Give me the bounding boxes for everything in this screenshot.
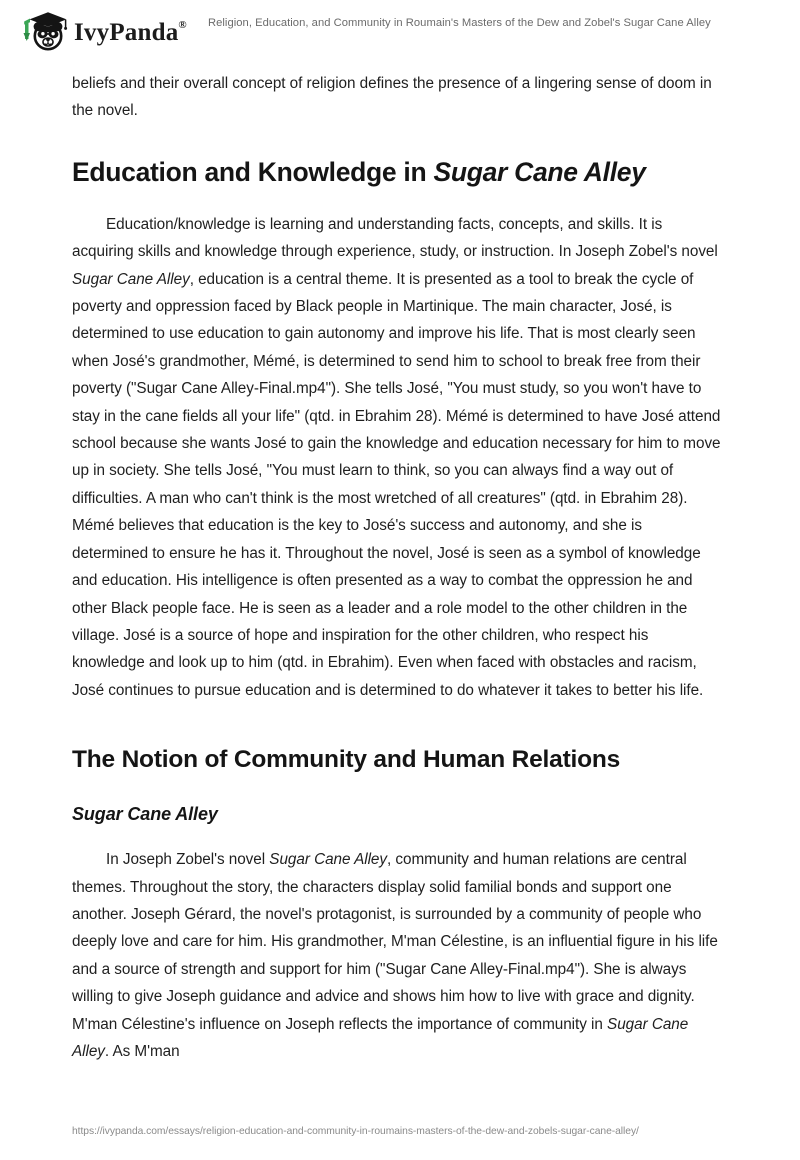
page-footer — [0, 1120, 800, 1160]
paragraph-education-italic1: Sugar Cane Alley — [72, 270, 190, 288]
paragraph-community-italic2: Sugar Cane Alley — [72, 1015, 689, 1060]
running-header-title: Religion, Education, and Community in Roumain's Masters of the Dew and Zobel's Sugar Cane Alley — [208, 17, 711, 29]
registered-mark: ® — [178, 19, 187, 32]
logo-wordmark — [74, 20, 187, 45]
spacer — [72, 704, 722, 740]
spacer — [72, 189, 722, 211]
paragraph-community-seg1: In Joseph Zobel's novel — [106, 851, 270, 869]
paragraph-community — [72, 846, 722, 1065]
heading-education-italic-title: Sugar Cane Alley — [433, 156, 646, 187]
paragraph-education — [72, 211, 722, 704]
source-url-link[interactable]: https://ivypanda.com/essays/religion-education-and-community-in-roumains-masters-of-the-dew-and-zobels-sugar-cane-alley/ — [72, 1126, 639, 1137]
spacer — [72, 780, 722, 802]
paragraph-community-italic1: Sugar Cane Alley — [269, 851, 387, 869]
site-logo[interactable] — [18, 9, 187, 53]
heading-community-and-human-relations: The Notion of Community and Human Relations — [72, 746, 621, 774]
page-header — [0, 0, 800, 60]
heading-education-plain: Education and Knowledge in — [72, 156, 434, 187]
logo-text: IvyPanda — [74, 18, 179, 46]
paragraph-community-seg3: . As M'man — [104, 1042, 180, 1060]
paragraph-community-seg2: , community and human relations are central themes. Throughout the story, the characters display solid familial bonds and support one another. Joseph Gérard, the novel's protagonist, is surrounded by a community of people who deeply love and care for him. His grandmother, M'man Célestine, is an influential figure in his life and a source of strength and support for him ("Sugar Cane Alley-Final.mp4"). She is always willing to give Joseph guidance and advice and shows him how to live with grace and dignity. M'man Célestine's influence on Joseph reflects the importance of community in — [72, 851, 718, 1033]
panda-graduation-cap-icon — [18, 9, 70, 53]
document-content — [72, 70, 722, 1065]
paragraph-education-seg1: Education/knowledge is learning and understanding facts, concepts, and skills. It is acquiring skills and knowledge through experience, study, or instruction. In Joseph Zobel's novel — [72, 215, 718, 261]
heading-education-and-knowledge — [72, 155, 722, 189]
paragraph-education-seg2: , education is a central theme. It is presented as a tool to break the cycle of poverty and oppression faced by Black people in Martinique. The main character, José, is determined to use education to gain autonomy and improve his life. That is most clearly seen when José's grandmother, Mémé, is determined to send him to school to break free from their poverty ("Sugar Cane Alley-Final.mp4"). She tells José, "You must study, so you won't have to stay in the cane fields all your life" (qtd. in Ebrahim 28). Mémé is determined to have José attend school because she wants José to gain the knowledge and education necessary for him to move up in society. She tells José, "You must learn to think, so you can always find a way out of difficulties. A man who can't think is the most wretched of all creatures" (qtd. in Ebrahim 28). Mémé believes that education is the key to José's success and autonomy, and she is determined to ensure he has it. Throughout the novel, José is seen as a symbol of knowledge and education. His intelligence is often presented as a way to combat the oppression he and other Black people face. He is seen as a leader and a role model to the other children in the village. José is a source of hope and inspiration for the other children, who respect his knowledge and look up to him (qtd. in Ebrahim). Even when faced with obstacles and racism, José continues to pursue education and is determined to do whatever it takes to better his life. — [72, 270, 721, 699]
subheading-sugar-cane-alley: Sugar Cane Alley — [72, 804, 218, 825]
spacer — [72, 826, 722, 846]
paragraph-continued: beliefs and their overall concept of religion defines the presence of a lingering sense of doom in the novel. — [72, 75, 712, 120]
